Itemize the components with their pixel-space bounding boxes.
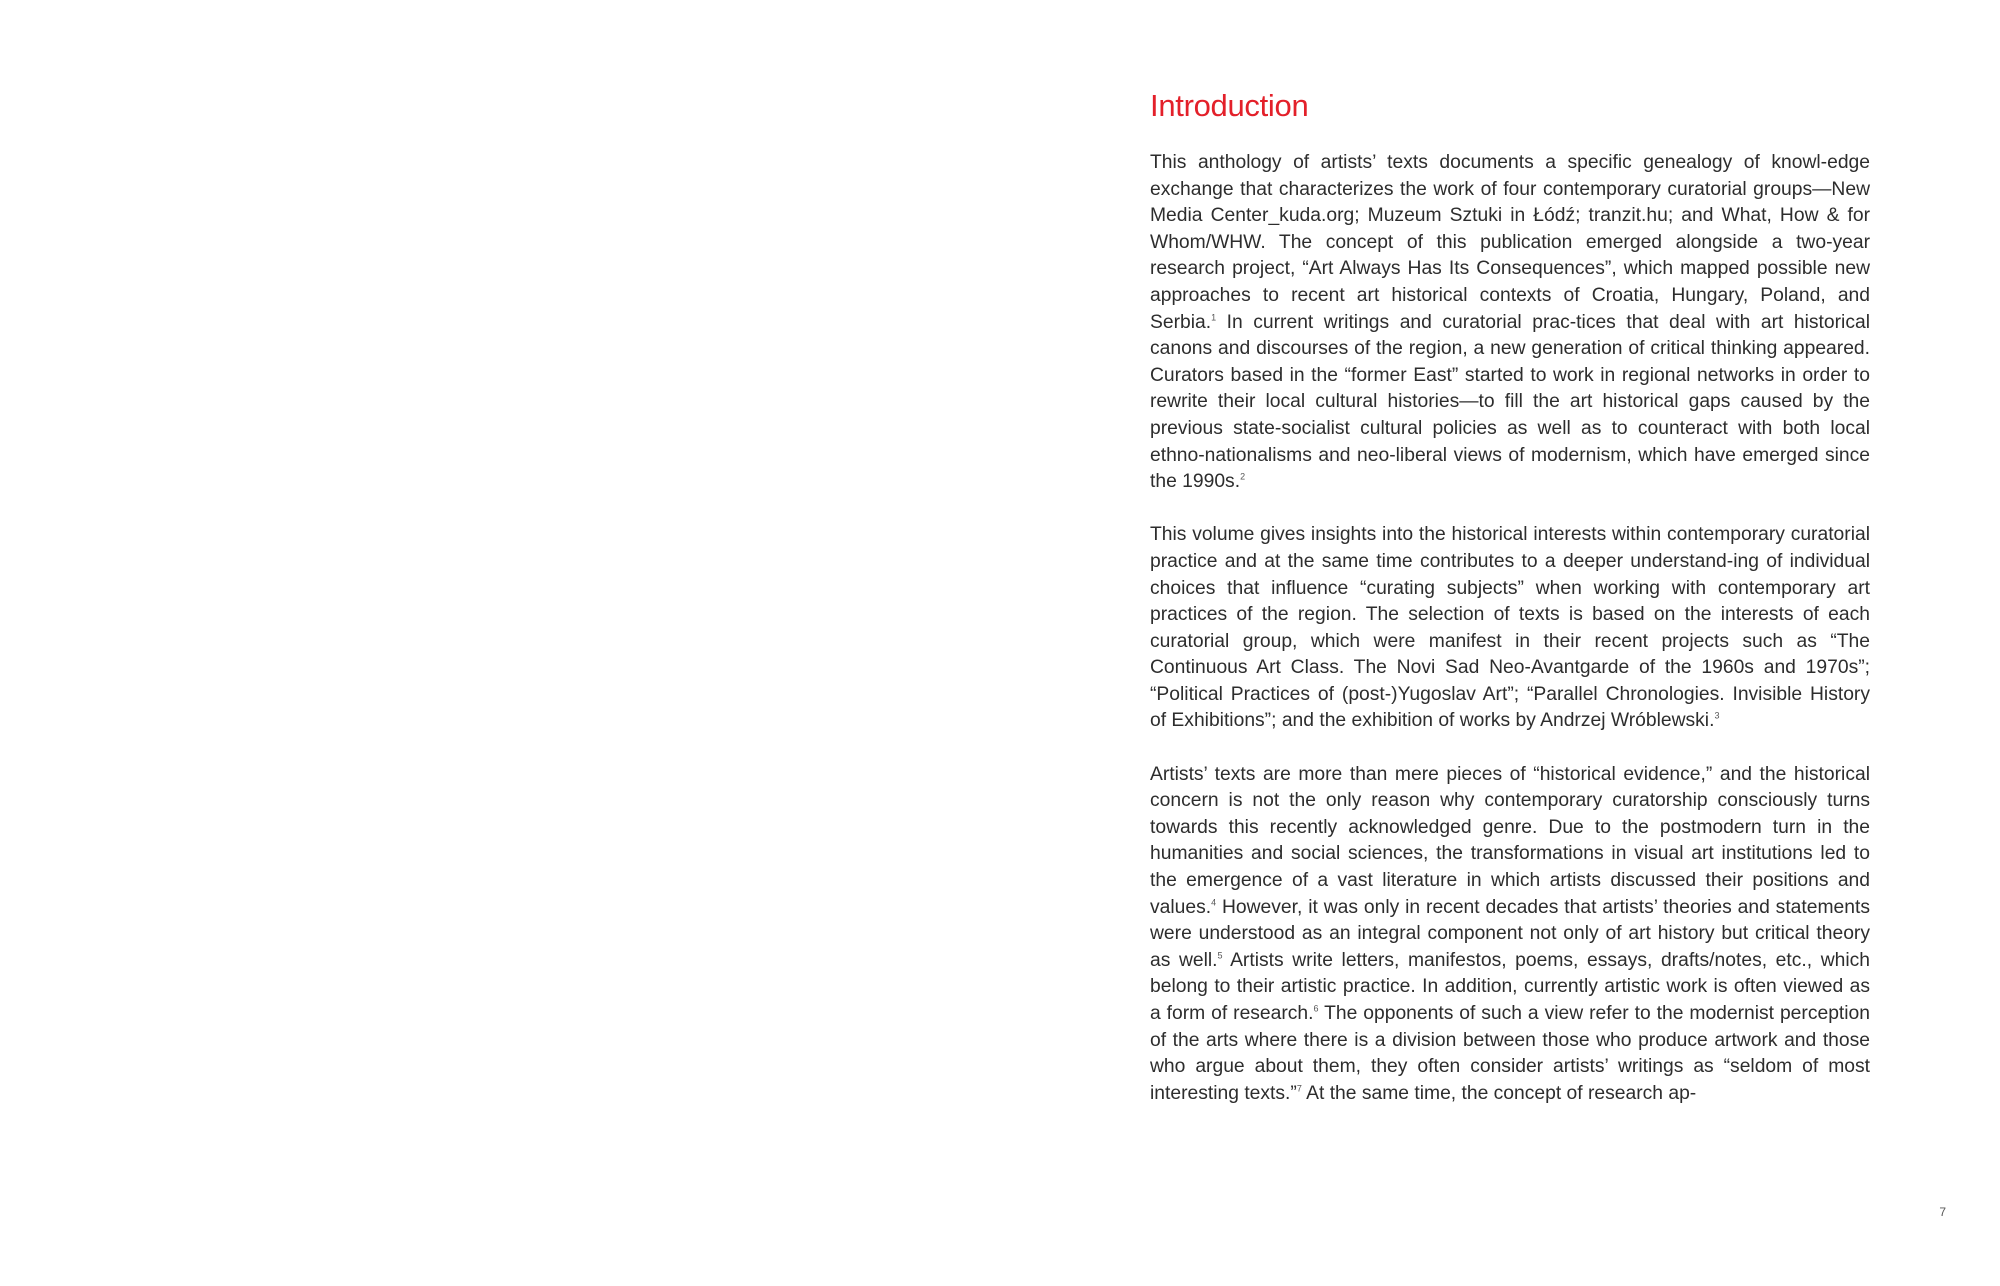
text-segment: This volume gives insights into the historical interests within contemporary curatorial practice and at the same time contributes to a deeper understand-ing of individual choices that influence “curating subjects” when working with contemporary art practices of the region. The selection of texts is based on the interests of each curatorial group, which were manifest in their recent projects such as “The Continuous Art Class. The Novi Sad Neo-Avantgarde of the 1960s and 1970s”; “Political Practices of (post-)Yugoslav Art”; “Parallel Chronologies. Invisible History of Exhibitions”; and the exhibition of works by Andrzej Wróblewski. (1150, 524, 1870, 732)
text-segment: Artists write letters, manifestos, poems, essays, drafts/notes, etc., which belong to their artistic practice. In addition, currently artistic work is often viewed as a form of research. (1150, 949, 1870, 1024)
text-segment: Artists’ texts are more than mere pieces of “historical evidence,” and the historical concern is not the only reason why contemporary curatorship consciously turns towards this recently acknowledged genre. Due to the postmodern turn in the humanities and social sciences, the transformations in visual art institutions led to the emergence of a vast literature in which artists discussed their positions and values. (1150, 763, 1870, 918)
footnote-marker[interactable]: 7 (1296, 1083, 1302, 1094)
page-title: Introduction (1150, 88, 1309, 123)
right-page (1000, 0, 2000, 1286)
footnote-marker[interactable]: 5 (1217, 950, 1223, 961)
text-segment: In current writings and curatorial prac-tices that deal with art historical canons and discourses of the region, a new generation of critical thinking appeared. Curators based in the “former East” started to work in regional networks in order to rewrite their local cultural histories—to fill the art historical gaps caused by the previous state-socialist cultural policies as well as to counteract with both local ethno-nationalisms and neo-liberal views of modernism, which have emerged since the 1990s. (1150, 311, 1870, 493)
page-number: 7 (1939, 1205, 1946, 1219)
footnote-marker[interactable]: 4 (1211, 897, 1217, 908)
body-text (1150, 150, 1870, 1134)
paragraph-2 (1150, 522, 1870, 735)
paragraph-3 (1150, 762, 1870, 1108)
footnote-marker[interactable]: 2 (1240, 471, 1246, 482)
text-segment: However, it was only in recent decades that artists’ theories and statements were understood as an integral component not only of art history but critical theory as well. (1150, 896, 1870, 971)
footnote-marker[interactable]: 3 (1714, 711, 1720, 722)
paragraph-1 (1150, 150, 1870, 496)
text-segment: The opponents of such a view refer to the modernist perception of the arts where there is a division between those who produce artwork and those who argue about them, they often consider artists’ writings as “seldom of most interesting texts.” (1150, 1003, 1871, 1104)
footnote-marker[interactable]: 1 (1211, 312, 1217, 323)
text-segment: This anthology of artists’ texts documents a specific genealogy of knowl-edge exchange that characterizes the work of four contemporary curatorial groups—New Media Center_kuda.org; Muzeum Sztuki in Łódź; tranzit.hu; and What, How & for Whom/WHW. The concept of this publication emerged alongside a two-year research project, “Art Always Has Its Consequences”, which mapped possible new approaches to recent art historical contexts of Croatia, Hungary, Poland, and Serbia. (1150, 152, 1870, 333)
text-segment: At the same time, the concept of research ap- (1301, 1082, 1697, 1104)
footnote-marker[interactable]: 6 (1313, 1003, 1319, 1014)
